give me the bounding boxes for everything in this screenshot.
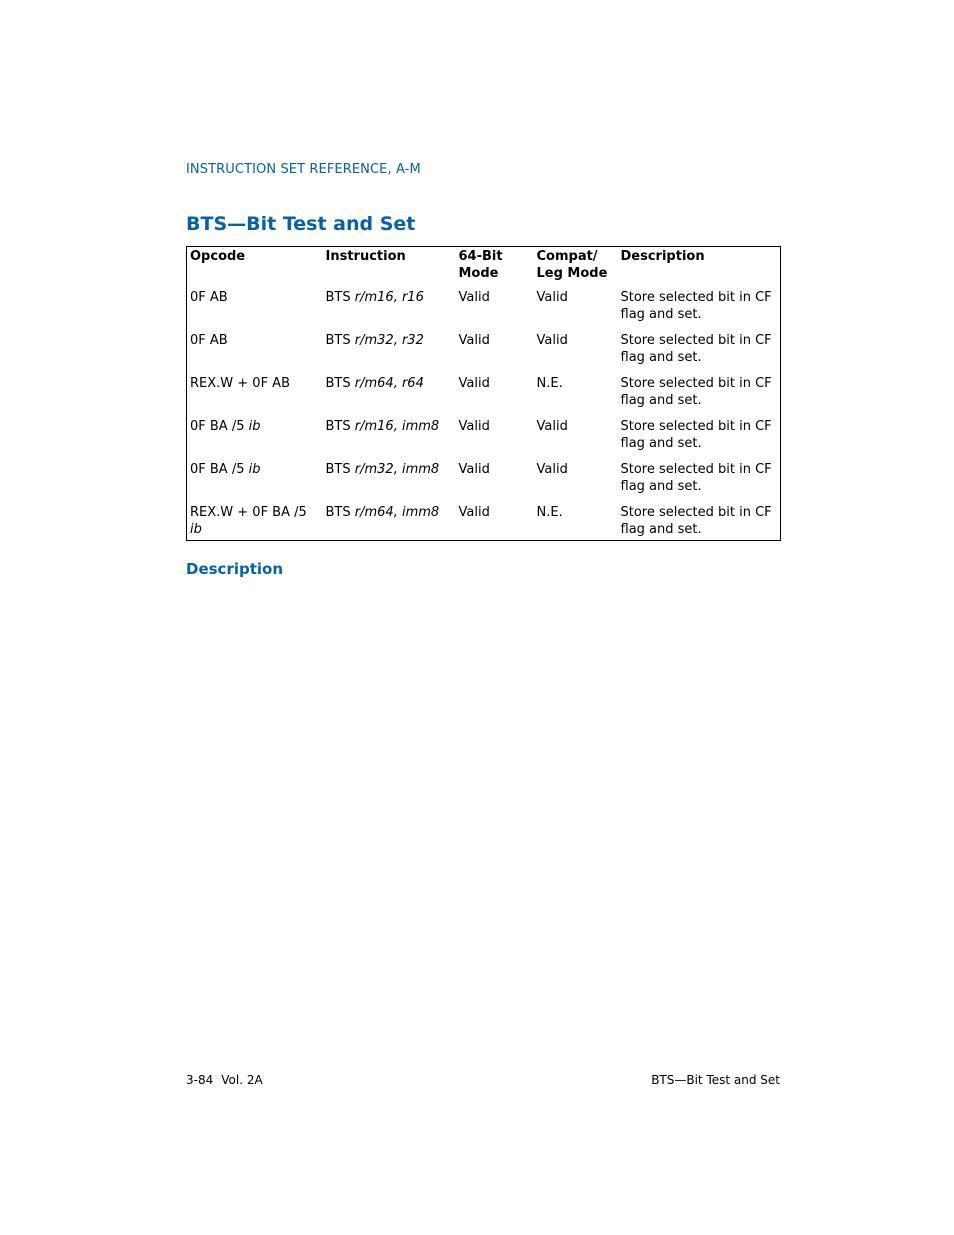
cell-description: Store selected bit in CF flag and set. [620, 462, 772, 494]
table-row [187, 329, 781, 372]
cell-instruction: BTS r/m64, imm8 [325, 505, 440, 520]
cell-compat-mode: Valid [536, 419, 568, 434]
cell-instruction: BTS r/m32, imm8 [325, 462, 440, 477]
cell-compat-mode: Valid [536, 462, 568, 477]
header-opcode: Opcode [190, 249, 246, 264]
table-row [187, 286, 781, 329]
cell-opcode: REX.W + 0F AB [190, 376, 290, 391]
table-header-row [187, 247, 781, 287]
cell-compat-mode: N.E. [536, 376, 563, 391]
cell-64bit-mode: Valid [458, 333, 490, 348]
cell-64bit-mode: Valid [458, 505, 490, 520]
cell-opcode: REX.W + 0F BA /5 ib [190, 505, 307, 537]
cell-description: Store selected bit in CF flag and set. [620, 419, 772, 451]
cell-opcode: 0F BA /5 ib [190, 419, 261, 434]
footer-title: BTS—Bit Test and Set [651, 1073, 780, 1087]
cell-description: Store selected bit in CF flag and set. [620, 376, 772, 408]
cell-64bit-mode: Valid [458, 462, 490, 477]
table-row [187, 415, 781, 458]
footer-page-info [186, 1073, 263, 1087]
page-title: BTS—Bit Test and Set [186, 213, 416, 235]
cell-opcode: 0F AB [190, 290, 228, 305]
cell-compat-mode: Valid [536, 290, 568, 305]
volume-label: Vol. 2A [221, 1073, 263, 1087]
running-head: INSTRUCTION SET REFERENCE, A-M [186, 162, 421, 177]
cell-description: Store selected bit in CF flag and set. [620, 290, 772, 322]
table-row [187, 458, 781, 501]
cell-64bit-mode: Valid [458, 376, 490, 391]
header-description: Description [620, 249, 705, 264]
cell-opcode: 0F AB [190, 333, 228, 348]
header-compat-leg-mode: Compat/ Leg Mode [536, 249, 608, 281]
header-instruction: Instruction [325, 249, 406, 264]
cell-compat-mode: N.E. [536, 505, 563, 520]
table-row [187, 372, 781, 415]
cell-description: Store selected bit in CF flag and set. [620, 333, 772, 365]
cell-instruction: BTS r/m16, imm8 [325, 419, 440, 434]
opcode-table [186, 246, 781, 541]
cell-description: Store selected bit in CF flag and set. [620, 505, 772, 537]
cell-compat-mode: Valid [536, 333, 568, 348]
cell-opcode: 0F BA /5 ib [190, 462, 261, 477]
cell-instruction: BTS r/m16, r16 [325, 290, 424, 305]
cell-instruction: BTS r/m32, r32 [325, 333, 424, 348]
description-heading: Description [186, 560, 284, 578]
page-number: 3-84 [186, 1073, 214, 1087]
cell-64bit-mode: Valid [458, 419, 490, 434]
table-row [187, 501, 781, 541]
header-64bit-mode: 64-Bit Mode [458, 249, 503, 281]
cell-64bit-mode: Valid [458, 290, 490, 305]
cell-instruction: BTS r/m64, r64 [325, 376, 424, 391]
